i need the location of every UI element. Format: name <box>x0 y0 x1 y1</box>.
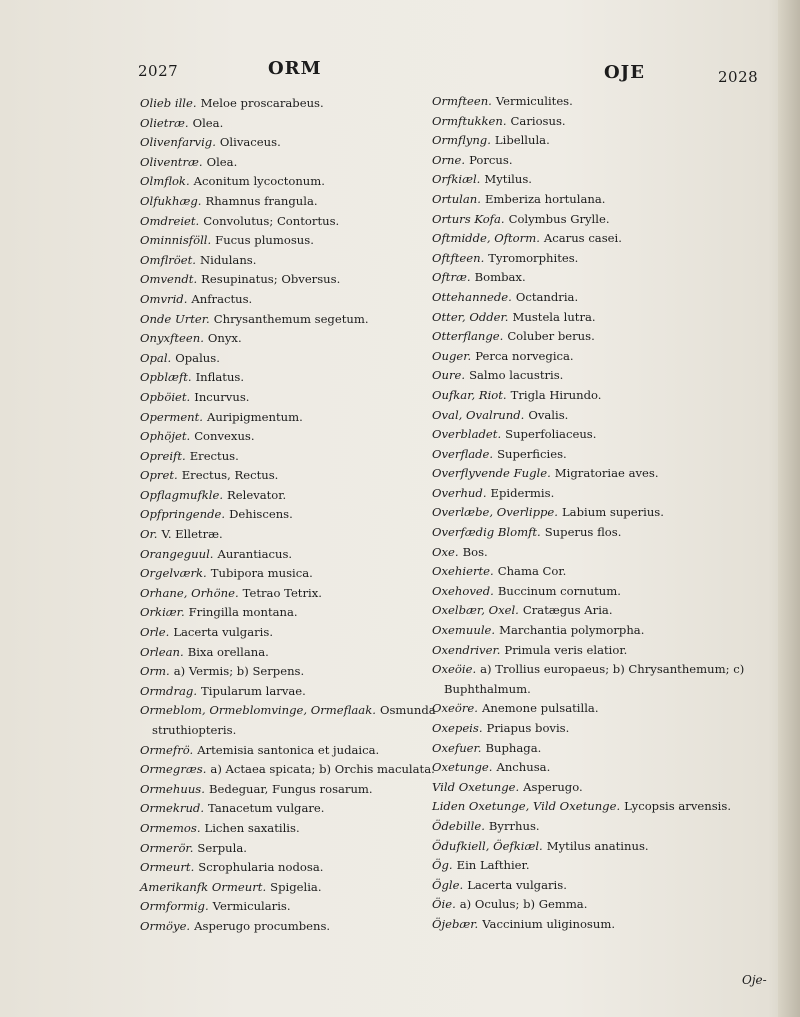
dictionary-entry <box>140 760 470 780</box>
entry-headword: Ormformig. <box>140 899 209 914</box>
dictionary-entry <box>140 192 470 212</box>
dictionary-entry <box>432 601 777 621</box>
dictionary-entry <box>140 505 470 525</box>
entry-headword: Ög. <box>432 858 453 873</box>
entry-definition: Olea. <box>192 115 224 130</box>
entry-headword: Olivenfarvig. <box>140 135 216 150</box>
dictionary-entry <box>140 545 470 565</box>
entry-definition: Nidulans. <box>199 252 257 267</box>
dictionary-entry <box>140 408 470 428</box>
dictionary-entry <box>432 797 777 817</box>
entry-definition: Mustela lutra. <box>512 309 596 324</box>
right-page-number: 2028 <box>718 68 759 86</box>
entry-headword: Operment. <box>140 409 203 424</box>
entry-definition: Lycopsis arvensis. <box>624 799 732 814</box>
entry-headword: Oxelbær, Oxel. <box>432 603 519 618</box>
dictionary-entry <box>140 878 470 898</box>
dictionary-entry <box>432 131 777 151</box>
entry-headword: Ophöjet. <box>140 429 191 444</box>
entry-definition: Bos. <box>462 544 488 559</box>
entry-headword: Ormflyng. <box>432 133 491 148</box>
entry-definition: Marchantia polymorpha. <box>499 623 645 638</box>
entry-headword: Olieb ille. <box>140 96 197 110</box>
entry-definition: Olea. <box>206 154 238 169</box>
entry-headword: Orgelværk. <box>140 566 207 581</box>
entry-headword: Orangeguul. <box>140 546 214 561</box>
entry-headword: Overbladet. <box>432 427 502 442</box>
dictionary-entry <box>432 92 777 112</box>
entry-headword: Oxefuer. <box>432 740 482 755</box>
entry-definition: Salmo lacustris. <box>469 368 564 383</box>
entry-headword: Ormöye. <box>140 918 191 933</box>
entry-headword: Otterflange. <box>432 329 504 344</box>
entry-definition: Convolutus; Contortus. <box>203 213 340 228</box>
dictionary-entry <box>140 427 470 447</box>
entry-definition: Trigla Hirundo. <box>510 387 602 402</box>
entry-headword: Orfkiæl. <box>432 172 481 187</box>
entry-headword: Olmflok. <box>140 174 190 189</box>
entry-definition: Cariosus. <box>510 113 566 128</box>
entry-headword: Ottehannede. <box>432 289 512 304</box>
entry-headword: Orne. <box>432 152 466 167</box>
entry-definition: Octandria. <box>515 289 579 304</box>
entry-definition: Mytilus anatinus. <box>546 838 649 853</box>
entry-headword: Opfpringende. <box>140 507 226 522</box>
dictionary-entry <box>432 837 777 857</box>
dictionary-entry <box>140 466 470 486</box>
dictionary-entry <box>432 876 777 896</box>
dictionary-entry <box>432 249 777 269</box>
entry-headword: Overflade. <box>432 446 494 461</box>
entry-headword: Oxepeis. <box>432 721 483 735</box>
entry-definition: Mytilus. <box>484 172 532 187</box>
entry-headword: Ormfteen. <box>432 94 492 108</box>
dictionary-entry <box>140 172 470 192</box>
entry-headword: Overflyvende Fugle. <box>432 466 551 481</box>
entry-definition: Tipularum larvae. <box>201 683 306 698</box>
entry-headword: Ormerör. <box>140 840 194 855</box>
entry-headword: Omvrid. <box>140 291 188 306</box>
entry-headword: Otter, Odder. <box>432 309 509 324</box>
entry-definition: Erectus. <box>189 448 239 463</box>
entry-definition: Perca norvegica. <box>475 348 574 363</box>
entry-definition: Aconitum lycoctonum. <box>193 174 325 189</box>
dictionary-entry <box>140 290 470 310</box>
entry-headword: Overhud. <box>432 485 487 500</box>
entry-definition: a) Vermis; b) Serpens. <box>173 664 305 679</box>
entry-definition: Convexus. <box>194 429 255 444</box>
entry-headword: Oufkar, Riot. <box>432 387 507 402</box>
dictionary-entry <box>432 288 777 308</box>
entry-headword: Opal. <box>140 350 172 365</box>
running-header <box>0 52 800 86</box>
dictionary-entry <box>140 251 470 271</box>
dictionary-entry <box>140 799 470 819</box>
dictionary-entry <box>432 464 777 484</box>
entry-definition: Anchusa. <box>496 760 551 775</box>
entry-headword: Oftfteen. <box>432 250 485 265</box>
entry-definition: Tubipora musica. <box>210 566 313 581</box>
dictionary-entry <box>140 270 470 290</box>
entry-definition: Anemone pulsatilla. <box>481 701 599 716</box>
dictionary-entry <box>432 308 777 328</box>
entry-headword: Ödebille. <box>432 818 485 833</box>
entry-headword: Omdreiet. <box>140 213 200 228</box>
entry-headword: Oxeöie. <box>432 662 477 677</box>
dictionary-entry <box>432 347 777 367</box>
entry-definition: Osmunda struthiopteris. <box>152 703 436 737</box>
dictionary-entry <box>140 447 470 467</box>
entry-definition: Porcus. <box>469 152 513 167</box>
dictionary-entry <box>432 895 777 915</box>
dictionary-entry <box>140 858 470 878</box>
left-page-number: 2027 <box>138 62 179 80</box>
dictionary-entry <box>140 212 470 232</box>
entry-headword: Oliventræ. <box>140 154 203 169</box>
dictionary-entry <box>432 386 777 406</box>
entry-definition: Fringilla montana. <box>188 605 298 620</box>
dictionary-entry <box>140 231 470 251</box>
entry-definition: Aurantiacus. <box>217 546 293 561</box>
entry-headword: Orturs Kofa. <box>432 211 505 226</box>
right-guide-word: OJE <box>604 62 645 83</box>
entry-headword: Oxendriver. <box>432 642 501 657</box>
entry-definition: Coluber berus. <box>507 329 595 344</box>
dictionary-entry <box>432 445 777 465</box>
entry-headword: Olfukhæg. <box>140 193 202 208</box>
entry-headword: Amerikanfk Ormeurt. <box>140 879 267 894</box>
entry-definition: Tanacetum vulgare. <box>208 801 325 816</box>
dictionary-entry <box>140 603 470 623</box>
dictionary-entry <box>140 388 470 408</box>
dictionary-entry <box>432 758 777 778</box>
entry-definition: Ovalis. <box>528 407 569 422</box>
entry-definition: Olivaceus. <box>219 135 281 150</box>
entry-headword: Opflagmufkle. <box>140 487 224 502</box>
entry-definition: Resupinatus; Obversus. <box>201 272 341 287</box>
entry-definition: Lacerta vulgaris. <box>467 877 567 892</box>
left-guide-word: ORM <box>268 58 322 79</box>
dictionary-entry <box>140 662 470 682</box>
dictionary-entry <box>432 210 777 230</box>
entry-headword: Vild Oxetunge. <box>432 779 520 794</box>
dictionary-entry <box>432 112 777 132</box>
entry-definition: Onyx. <box>207 331 242 346</box>
entry-definition: Migratoriae aves. <box>554 466 659 481</box>
dictionary-entry <box>432 229 777 249</box>
dictionary-entry <box>140 329 470 349</box>
entry-definition: Chama Cor. <box>497 564 567 579</box>
entry-definition: Colymbus Grylle. <box>508 211 610 226</box>
dictionary-entry <box>432 817 777 837</box>
dictionary-entry <box>432 523 777 543</box>
entry-headword: Onde Urter. <box>140 311 210 326</box>
entry-headword: Ouger. <box>432 348 472 363</box>
dictionary-entry <box>432 660 777 699</box>
entry-headword: Overlæbe, Overlippe. <box>432 505 558 520</box>
left-column <box>140 94 470 937</box>
dictionary-entry <box>140 682 470 702</box>
entry-definition: Bixa orellana. <box>187 644 269 659</box>
entry-headword: Opböiet. <box>140 389 191 404</box>
entry-definition: Chrysanthemum segetum. <box>213 311 369 326</box>
entry-headword: Oxetunge. <box>432 760 493 775</box>
dictionary-entry <box>140 897 470 917</box>
entry-headword: Ormefrö. <box>140 742 194 757</box>
entry-definition: Byrrhus. <box>488 818 540 833</box>
entry-headword: Ormftukken. <box>432 113 507 128</box>
entry-headword: Opreift. <box>140 448 186 463</box>
entry-definition: Superus flos. <box>544 525 622 540</box>
entry-headword: Ögle. <box>432 877 464 892</box>
entry-headword: Liden Oxetunge, Vild Oxetunge. <box>432 799 621 814</box>
entry-headword: Ortulan. <box>432 191 481 206</box>
entry-headword: Ormekrud. <box>140 801 205 816</box>
entry-definition: Asperugo. <box>523 779 583 794</box>
entry-definition: Vermicularis. <box>212 899 291 914</box>
dictionary-entry <box>140 701 470 740</box>
dictionary-entry <box>432 406 777 426</box>
right-column <box>432 92 777 935</box>
entry-definition: Superfoliaceus. <box>505 427 597 442</box>
entry-headword: Oftmidde, Oftorm. <box>432 231 540 246</box>
entry-definition: Fucus plumosus. <box>215 233 314 248</box>
dictionary-entry <box>140 643 470 663</box>
entry-definition: Tyromorphites. <box>488 250 579 265</box>
entry-headword: Orkiær. <box>140 605 185 620</box>
dictionary-entry <box>140 584 470 604</box>
entry-headword: Ormemos. <box>140 820 201 835</box>
entry-definition: Asperugo procumbens. <box>194 918 331 933</box>
entry-definition: a) Oculus; b) Gemma. <box>459 897 588 912</box>
entry-definition: Labium superius. <box>561 505 664 520</box>
entry-definition: Relevator. <box>227 487 287 502</box>
entry-headword: Omflröet. <box>140 252 196 267</box>
entry-definition: Meloe proscarabeus. <box>200 96 324 110</box>
entry-headword: Öjebær. <box>432 916 479 931</box>
entry-definition: Ein Lafthier. <box>456 858 530 873</box>
dictionary-entry <box>140 623 470 643</box>
dictionary-entry <box>432 543 777 563</box>
entry-definition: Artemisia santonica et judaica. <box>197 742 380 757</box>
dictionary-entry <box>432 856 777 876</box>
entry-headword: Orm. <box>140 664 170 679</box>
entry-headword: Oxemuule. <box>432 623 496 638</box>
page-edge <box>778 0 800 1017</box>
dictionary-entry <box>140 133 470 153</box>
entry-definition: Epidermis. <box>490 485 555 500</box>
entry-definition: a) Trollius europaeus; b) Chrysanthemum; c) Buphthalmum. <box>444 662 745 696</box>
entry-definition: Superficies. <box>497 446 567 461</box>
entry-definition: Dehiscens. <box>229 507 293 522</box>
entry-headword: Or. <box>140 527 158 542</box>
entry-headword: Orlean. <box>140 644 184 659</box>
entry-definition: Tetrao Tetrix. <box>242 585 322 600</box>
dictionary-entry <box>432 484 777 504</box>
dictionary-entry <box>140 114 470 134</box>
entry-definition: Lacerta vulgaris. <box>173 625 274 640</box>
dictionary-entry <box>140 819 470 839</box>
entry-definition: Incurvus. <box>194 389 250 404</box>
entry-headword: Olietræ. <box>140 115 189 130</box>
entry-definition: Vaccinium uliginosum. <box>482 916 616 931</box>
dictionary-entry <box>140 780 470 800</box>
entry-headword: Onyxfteen. <box>140 331 204 346</box>
entry-definition: Priapus bovis. <box>486 721 570 735</box>
dictionary-entry <box>140 310 470 330</box>
catchword: Oje- <box>742 973 767 987</box>
entry-headword: Orle. <box>140 625 170 640</box>
entry-definition: Auripigmentum. <box>207 409 303 424</box>
entry-definition: Erectus, Rectus. <box>181 468 279 483</box>
dictionary-entry <box>140 525 470 545</box>
dictionary-entry <box>140 917 470 937</box>
dictionary-entry <box>432 503 777 523</box>
entry-headword: Ormeurt. <box>140 860 195 875</box>
entry-definition: Rhamnus frangula. <box>205 193 318 208</box>
dictionary-entry <box>432 739 777 759</box>
entry-headword: Overfædig Blomft. <box>432 525 541 540</box>
entry-definition: Cratægus Aria. <box>522 603 613 618</box>
entry-headword: Ormeblom, Ormeblomvinge, Ormeflaak. <box>140 703 376 718</box>
entry-definition: Buphaga. <box>485 740 542 755</box>
entry-definition: Bombax. <box>474 270 526 285</box>
dictionary-entry <box>432 366 777 386</box>
entry-definition: Buccinum cornutum. <box>497 583 621 598</box>
dictionary-entry <box>432 170 777 190</box>
dictionary-entry <box>432 719 777 739</box>
entry-definition: Libellula. <box>494 133 550 148</box>
entry-definition: Acarus casei. <box>543 231 622 246</box>
entry-headword: Oxehierte. <box>432 564 494 579</box>
dictionary-entry <box>432 425 777 445</box>
dictionary-entry <box>140 368 470 388</box>
dictionary-entry <box>140 564 470 584</box>
entry-definition: Bedeguar, Fungus rosarum. <box>208 781 373 796</box>
entry-definition: Primula veris elatior. <box>504 642 628 657</box>
dictionary-entry <box>432 268 777 288</box>
entry-headword: Orhane, Orhöne. <box>140 585 239 600</box>
entry-headword: Ödufkiell, Öefkiæl. <box>432 838 543 853</box>
dictionary-entry <box>432 699 777 719</box>
dictionary-entry <box>432 190 777 210</box>
entry-headword: Ominnisföll. <box>140 233 212 248</box>
dictionary-entry <box>432 641 777 661</box>
entry-headword: Ormdrag. <box>140 683 198 698</box>
dictionary-entry <box>432 327 777 347</box>
entry-headword: Oxeöre. <box>432 701 478 716</box>
entry-definition: Anfractus. <box>191 291 253 306</box>
entry-headword: Oval, Ovalrund. <box>432 407 525 422</box>
entry-definition: Emberiza hortulana. <box>484 191 606 206</box>
dictionary-entry <box>140 741 470 761</box>
entry-definition: Lichen saxatilis. <box>204 820 300 835</box>
entry-definition: Opalus. <box>175 350 220 365</box>
dictionary-entry <box>140 839 470 859</box>
entry-headword: Ormehuus. <box>140 781 205 796</box>
entry-definition: Serpula. <box>197 840 247 855</box>
entry-headword: Opret. <box>140 468 178 483</box>
entry-headword: Oxehoved. <box>432 583 494 598</box>
entry-definition: Vermiculites. <box>495 94 573 108</box>
dictionary-entry <box>140 94 470 114</box>
dictionary-entry <box>432 151 777 171</box>
entry-headword: Opblæft. <box>140 370 192 385</box>
entry-headword: Ormegræs. <box>140 762 207 777</box>
entry-definition: Spigelia. <box>270 879 322 894</box>
entry-headword: Omvendt. <box>140 272 198 287</box>
entry-definition: V. Elletræ. <box>161 527 223 542</box>
dictionary-entry <box>432 582 777 602</box>
entry-headword: Oftræ. <box>432 270 471 285</box>
dictionary-entry <box>140 486 470 506</box>
entry-definition: Inflatus. <box>195 370 245 385</box>
entry-headword: Oure. <box>432 368 466 383</box>
entry-headword: Oxe. <box>432 544 459 559</box>
entry-headword: Öie. <box>432 897 456 912</box>
dictionary-entry <box>432 621 777 641</box>
entry-definition: a) Actaea spicata; b) Orchis maculata. <box>210 762 435 777</box>
dictionary-entry <box>432 915 777 935</box>
dictionary-entry <box>140 153 470 173</box>
entry-definition: Scrophularia nodosa. <box>198 860 324 875</box>
dictionary-entry <box>432 562 777 582</box>
dictionary-entry <box>140 349 470 369</box>
dictionary-entry <box>432 778 777 798</box>
